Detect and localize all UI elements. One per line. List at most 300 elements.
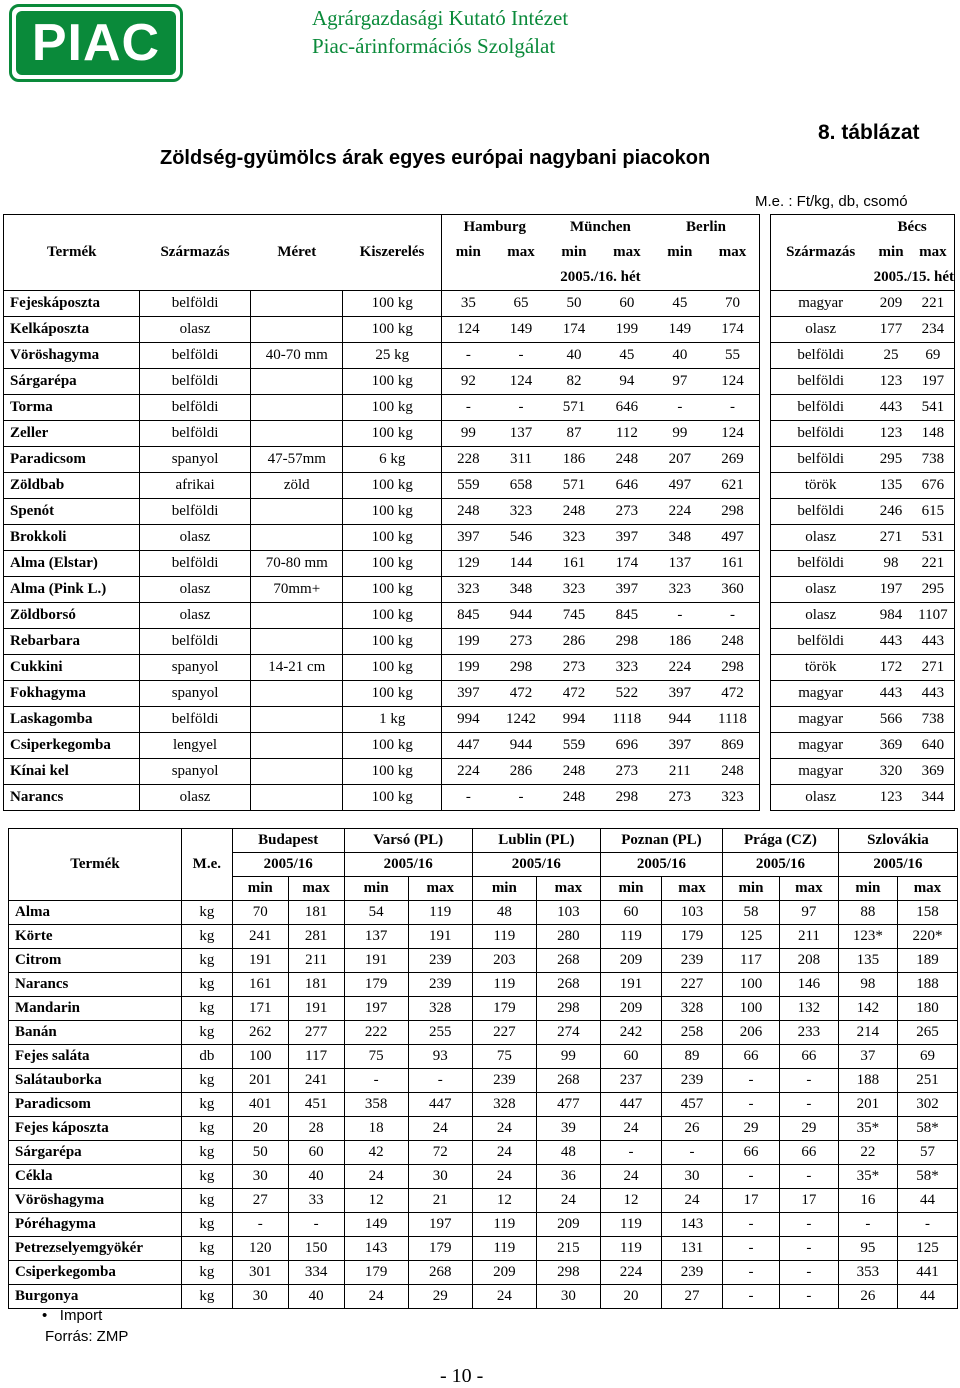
munchen-max: 522 bbox=[600, 681, 653, 707]
gap bbox=[759, 681, 770, 707]
hamburg-min: 92 bbox=[442, 369, 495, 395]
termek-header: Termék bbox=[9, 829, 182, 901]
price-cell: 125 bbox=[897, 1237, 957, 1261]
hamburg-min: 397 bbox=[442, 525, 495, 551]
becs-min: 25 bbox=[870, 343, 912, 369]
price-cell: 66 bbox=[722, 1045, 779, 1069]
price-cell: 189 bbox=[897, 949, 957, 973]
munchen-max: 273 bbox=[600, 759, 653, 785]
product-name: Fejes káposzta bbox=[9, 1117, 182, 1141]
berlin-min: 397 bbox=[653, 733, 706, 759]
product-name: Fejes saláta bbox=[9, 1045, 182, 1069]
munchen-max: 696 bbox=[600, 733, 653, 759]
price-cell: 179 bbox=[408, 1237, 472, 1261]
gap bbox=[759, 317, 770, 343]
becs-origin: magyar bbox=[771, 707, 871, 733]
price-cell: 29 bbox=[722, 1117, 779, 1141]
size: 70mm+ bbox=[251, 577, 343, 603]
munchen-min: 745 bbox=[547, 603, 600, 629]
berlin-min: - bbox=[653, 603, 706, 629]
hamburg-max: - bbox=[495, 343, 548, 369]
product-name: Sárgarépa bbox=[9, 1141, 182, 1165]
origin: olasz bbox=[140, 603, 251, 629]
price-cell: 262 bbox=[232, 1021, 288, 1045]
berlin-min: 323 bbox=[653, 577, 706, 603]
page-title: Zöldség-gyümölcs árak egyes európai nagybani piacokon bbox=[160, 147, 711, 169]
origin: belföldi bbox=[140, 421, 251, 447]
price-cell: 123* bbox=[838, 925, 897, 949]
hamburg-min: 35 bbox=[442, 291, 495, 317]
becs-max: 676 bbox=[912, 473, 955, 499]
price-cell: 180 bbox=[897, 997, 957, 1021]
week-label: 2005/16 bbox=[472, 853, 600, 877]
price-cell: 48 bbox=[472, 901, 536, 925]
price-cell: - bbox=[779, 1213, 838, 1237]
munchen-max: 845 bbox=[600, 603, 653, 629]
price-cell: 12 bbox=[600, 1189, 661, 1213]
price-cell: 24 bbox=[472, 1285, 536, 1309]
price-cell: 301 bbox=[232, 1261, 288, 1285]
size bbox=[251, 733, 343, 759]
price-cell: 191 bbox=[232, 949, 288, 973]
becs-max: 738 bbox=[912, 447, 955, 473]
packaging: 1 kg bbox=[343, 707, 442, 733]
size bbox=[251, 785, 343, 811]
origin: spanyol bbox=[140, 759, 251, 785]
price-cell: 251 bbox=[897, 1069, 957, 1093]
price-cell: 239 bbox=[408, 949, 472, 973]
price-cell: - bbox=[722, 1285, 779, 1309]
size bbox=[251, 317, 343, 343]
product-name: Narancs bbox=[9, 973, 182, 997]
product-name: Torma bbox=[4, 395, 140, 421]
origin: belföldi bbox=[140, 499, 251, 525]
packaging: 6 kg bbox=[343, 447, 442, 473]
price-cell: 42 bbox=[344, 1141, 408, 1165]
berlin-min: 348 bbox=[653, 525, 706, 551]
becs-min: 135 bbox=[870, 473, 912, 499]
price-cell: 171 bbox=[232, 997, 288, 1021]
berlin-min: 45 bbox=[653, 291, 706, 317]
price-cell: 132 bbox=[779, 997, 838, 1021]
price-cell: 29 bbox=[408, 1285, 472, 1309]
unit-cell: kg bbox=[181, 949, 232, 973]
min-header: min bbox=[838, 877, 897, 901]
munchen-min: 323 bbox=[547, 525, 600, 551]
becs-min: 177 bbox=[870, 317, 912, 343]
munchen-min: 248 bbox=[547, 785, 600, 811]
gap bbox=[759, 447, 770, 473]
price-cell: 100 bbox=[232, 1045, 288, 1069]
product-name: Narancs bbox=[4, 785, 140, 811]
price-cell: 24 bbox=[600, 1117, 661, 1141]
price-cell: 197 bbox=[344, 997, 408, 1021]
becs-origin: török bbox=[771, 473, 871, 499]
price-cell: 143 bbox=[661, 1213, 722, 1237]
price-cell: 206 bbox=[722, 1021, 779, 1045]
becs-origin: magyar bbox=[771, 291, 871, 317]
price-cell: 334 bbox=[288, 1261, 344, 1285]
gap bbox=[759, 577, 770, 603]
becs-max: 531 bbox=[912, 525, 955, 551]
price-cell: 88 bbox=[838, 901, 897, 925]
price-cell: 239 bbox=[661, 1069, 722, 1093]
berlin-max: 298 bbox=[706, 655, 759, 681]
product-name: Vöröshagyma bbox=[4, 343, 140, 369]
price-cell: 233 bbox=[779, 1021, 838, 1045]
munchen-min: 82 bbox=[547, 369, 600, 395]
price-cell: 268 bbox=[536, 1069, 600, 1093]
price-cell: 24 bbox=[472, 1141, 536, 1165]
week-label: 2005/16 bbox=[232, 853, 344, 877]
packaging: 100 kg bbox=[343, 369, 442, 395]
price-cell: 97 bbox=[779, 901, 838, 925]
price-cell: 209 bbox=[600, 949, 661, 973]
hamburg-min: 129 bbox=[442, 551, 495, 577]
price-cell: 60 bbox=[600, 901, 661, 925]
table-row bbox=[4, 369, 955, 395]
price-cell: 214 bbox=[838, 1021, 897, 1045]
size bbox=[251, 291, 343, 317]
price-cell: 24 bbox=[472, 1117, 536, 1141]
price-cell: - bbox=[722, 1261, 779, 1285]
price-cell: 21 bbox=[408, 1189, 472, 1213]
szarmazas2-header: Származás bbox=[771, 240, 871, 265]
price-cell: 33 bbox=[288, 1189, 344, 1213]
becs-min: 320 bbox=[870, 759, 912, 785]
becs-min: 172 bbox=[870, 655, 912, 681]
week-label: 2005/16 bbox=[600, 853, 722, 877]
price-cell: 161 bbox=[232, 973, 288, 997]
origin: belföldi bbox=[140, 551, 251, 577]
week-label: 2005/16 bbox=[838, 853, 957, 877]
product-name: Vöröshagyma bbox=[9, 1189, 182, 1213]
price-cell: 60 bbox=[288, 1141, 344, 1165]
becs-origin: olasz bbox=[771, 317, 871, 343]
munchen-min: 323 bbox=[547, 577, 600, 603]
max-header: max bbox=[613, 244, 641, 260]
packaging: 100 kg bbox=[343, 499, 442, 525]
max-header: max bbox=[706, 240, 759, 265]
max-header: max bbox=[507, 244, 535, 260]
product-name: Póréhagyma bbox=[9, 1213, 182, 1237]
price-cell: 70 bbox=[232, 901, 288, 925]
hamburg-max: 546 bbox=[495, 525, 548, 551]
gap bbox=[759, 421, 770, 447]
product-name: Alma (Elstar) bbox=[4, 551, 140, 577]
price-cell: 89 bbox=[661, 1045, 722, 1069]
min-header: min bbox=[561, 244, 587, 260]
becs-max: 221 bbox=[912, 291, 955, 317]
hamburg-min: 397 bbox=[442, 681, 495, 707]
price-cell: - bbox=[779, 1165, 838, 1189]
munchen-max: 112 bbox=[600, 421, 653, 447]
berlin-max: 248 bbox=[706, 759, 759, 785]
institute-name: Agrárgazdasági Kutató Intézet bbox=[312, 6, 569, 30]
price-cell: 328 bbox=[661, 997, 722, 1021]
becs-origin: belföldi bbox=[771, 395, 871, 421]
price-cell: 201 bbox=[232, 1069, 288, 1093]
price-cell: 20 bbox=[600, 1285, 661, 1309]
becs-origin: belföldi bbox=[771, 369, 871, 395]
piac-logo bbox=[9, 4, 183, 82]
berlin-min: - bbox=[653, 395, 706, 421]
price-cell: 103 bbox=[661, 901, 722, 925]
price-cell: 98 bbox=[838, 973, 897, 997]
price-cell: 54 bbox=[344, 901, 408, 925]
unit-label: M.e. : Ft/kg, db, csomó bbox=[755, 193, 908, 210]
becs-max: 197 bbox=[912, 369, 955, 395]
price-cell: 29 bbox=[779, 1117, 838, 1141]
table-row bbox=[4, 291, 955, 317]
price-cell: 58* bbox=[897, 1165, 957, 1189]
min-header: min bbox=[667, 244, 693, 260]
product-name: Csiperkegomba bbox=[9, 1261, 182, 1285]
price-cell: - bbox=[722, 1069, 779, 1093]
size: 40-70 mm bbox=[251, 343, 343, 369]
price-cell: 302 bbox=[897, 1093, 957, 1117]
price-cell: 35* bbox=[838, 1117, 897, 1141]
price-cell: 137 bbox=[344, 925, 408, 949]
price-cell: 191 bbox=[344, 949, 408, 973]
price-cell: 24 bbox=[661, 1189, 722, 1213]
table-row bbox=[9, 1165, 958, 1189]
min-header: min bbox=[722, 877, 779, 901]
price-cell: 60 bbox=[600, 1045, 661, 1069]
price-cell: 66 bbox=[779, 1141, 838, 1165]
market-header: Budapest bbox=[232, 829, 344, 853]
hamburg-max: - bbox=[495, 395, 548, 421]
becs-min: 197 bbox=[870, 577, 912, 603]
price-cell: 268 bbox=[408, 1261, 472, 1285]
product-name: Banán bbox=[9, 1021, 182, 1045]
price-cell: - bbox=[288, 1213, 344, 1237]
price-cell: 265 bbox=[897, 1021, 957, 1045]
berlin-max: 161 bbox=[706, 551, 759, 577]
min-header: min bbox=[344, 877, 408, 901]
munchen-max: 273 bbox=[600, 499, 653, 525]
munchen-min: 174 bbox=[547, 317, 600, 343]
price-cell: 281 bbox=[288, 925, 344, 949]
unit-cell: kg bbox=[181, 1021, 232, 1045]
gap bbox=[759, 655, 770, 681]
price-cell: 24 bbox=[408, 1117, 472, 1141]
product-name: Alma (Pink L.) bbox=[4, 577, 140, 603]
unit-cell: kg bbox=[181, 1069, 232, 1093]
berlin-max: 323 bbox=[706, 785, 759, 811]
price-cell: 58* bbox=[897, 1117, 957, 1141]
origin: olasz bbox=[140, 577, 251, 603]
becs-min: 566 bbox=[870, 707, 912, 733]
hamburg-min: 845 bbox=[442, 603, 495, 629]
becs-max: 1107 bbox=[912, 603, 955, 629]
berlin-min: 149 bbox=[653, 317, 706, 343]
price-cell: 66 bbox=[722, 1141, 779, 1165]
packaging: 100 kg bbox=[343, 655, 442, 681]
price-cell: - bbox=[722, 1165, 779, 1189]
cee-markets-table bbox=[8, 828, 958, 1309]
product-name: Alma bbox=[9, 901, 182, 925]
price-cell: 353 bbox=[838, 1261, 897, 1285]
berlin-min: 497 bbox=[653, 473, 706, 499]
table-row bbox=[9, 1069, 958, 1093]
hamburg-max: 124 bbox=[495, 369, 548, 395]
price-cell: 119 bbox=[472, 973, 536, 997]
gap bbox=[759, 759, 770, 785]
bullet-icon: • bbox=[42, 1307, 48, 1324]
hamburg-min: 124 bbox=[442, 317, 495, 343]
origin: belföldi bbox=[140, 707, 251, 733]
price-cell: 24 bbox=[536, 1189, 600, 1213]
product-name: Sárgarépa bbox=[4, 369, 140, 395]
table-row bbox=[4, 525, 955, 551]
hamburg-max: 311 bbox=[495, 447, 548, 473]
packaging: 100 kg bbox=[343, 577, 442, 603]
becs-min: 443 bbox=[870, 629, 912, 655]
price-cell: 203 bbox=[472, 949, 536, 973]
origin: belföldi bbox=[140, 291, 251, 317]
berlin-max: 869 bbox=[706, 733, 759, 759]
unit-cell: kg bbox=[181, 973, 232, 997]
table-row bbox=[4, 785, 955, 811]
hamburg-min: 224 bbox=[442, 759, 495, 785]
price-cell: 58 bbox=[722, 901, 779, 925]
becs-min: 443 bbox=[870, 681, 912, 707]
import-note: Import bbox=[59, 1307, 103, 1324]
price-cell: 188 bbox=[897, 973, 957, 997]
size: 47-57mm bbox=[251, 447, 343, 473]
berlin-max: 472 bbox=[706, 681, 759, 707]
gap bbox=[759, 525, 770, 551]
price-cell: - bbox=[838, 1213, 897, 1237]
gap bbox=[759, 733, 770, 759]
price-cell: - bbox=[722, 1213, 779, 1237]
munchen-max: 298 bbox=[600, 785, 653, 811]
becs-min: 209 bbox=[870, 291, 912, 317]
price-cell: 119 bbox=[472, 1213, 536, 1237]
size bbox=[251, 499, 343, 525]
munchen-min: 50 bbox=[547, 291, 600, 317]
price-cell: - bbox=[600, 1141, 661, 1165]
table-row bbox=[4, 681, 955, 707]
price-cell: 28 bbox=[288, 1117, 344, 1141]
munchen-max: 323 bbox=[600, 655, 653, 681]
price-cell: - bbox=[779, 1285, 838, 1309]
price-cell: 298 bbox=[536, 997, 600, 1021]
hamburg-min: - bbox=[442, 785, 495, 811]
price-cell: 22 bbox=[838, 1141, 897, 1165]
munchen-min: 40 bbox=[547, 343, 600, 369]
price-cell: 208 bbox=[779, 949, 838, 973]
price-cell: 239 bbox=[408, 973, 472, 997]
packaging: 100 kg bbox=[343, 551, 442, 577]
week-label: 2005./16. hét bbox=[442, 265, 760, 291]
price-cell: 119 bbox=[600, 925, 661, 949]
gap bbox=[759, 629, 770, 655]
price-cell: 255 bbox=[408, 1021, 472, 1045]
table-row bbox=[9, 1045, 958, 1069]
gap bbox=[759, 473, 770, 499]
price-cell: 142 bbox=[838, 997, 897, 1021]
product-name: Brokkoli bbox=[4, 525, 140, 551]
becs-origin: olasz bbox=[771, 577, 871, 603]
table-row bbox=[9, 1021, 958, 1045]
price-cell: 119 bbox=[600, 1237, 661, 1261]
table-row bbox=[9, 1213, 958, 1237]
size bbox=[251, 707, 343, 733]
product-name: Cukkini bbox=[4, 655, 140, 681]
hamburg-max: - bbox=[495, 785, 548, 811]
week-label: 2005/16 bbox=[722, 853, 838, 877]
price-cell: - bbox=[722, 1237, 779, 1261]
price-cell: 227 bbox=[661, 973, 722, 997]
market-header: Lublin (PL) bbox=[472, 829, 600, 853]
price-cell: 39 bbox=[536, 1117, 600, 1141]
price-cell: 149 bbox=[344, 1213, 408, 1237]
hamburg-max: 65 bbox=[495, 291, 548, 317]
price-cell: 119 bbox=[600, 1213, 661, 1237]
munchen-max: 298 bbox=[600, 629, 653, 655]
price-cell: 131 bbox=[661, 1237, 722, 1261]
packaging: 100 kg bbox=[343, 681, 442, 707]
price-cell: 117 bbox=[288, 1045, 344, 1069]
product-name: Cékla bbox=[9, 1165, 182, 1189]
table-row bbox=[9, 1141, 958, 1165]
price-cell: 99 bbox=[536, 1045, 600, 1069]
price-cell: 222 bbox=[344, 1021, 408, 1045]
munchen-min: 161 bbox=[547, 551, 600, 577]
footer bbox=[42, 1305, 128, 1347]
size bbox=[251, 525, 343, 551]
product-name: Paradicsom bbox=[4, 447, 140, 473]
price-cell: 457 bbox=[661, 1093, 722, 1117]
price-cell: 117 bbox=[722, 949, 779, 973]
price-cell: 30 bbox=[408, 1165, 472, 1189]
unit-cell: kg bbox=[181, 1213, 232, 1237]
price-cell: 280 bbox=[536, 925, 600, 949]
becs-min: 123 bbox=[870, 369, 912, 395]
price-cell: 20 bbox=[232, 1117, 288, 1141]
hamburg-max: 944 bbox=[495, 603, 548, 629]
packaging: 100 kg bbox=[343, 291, 442, 317]
gap bbox=[759, 369, 770, 395]
hamburg-max: 149 bbox=[495, 317, 548, 343]
origin: olasz bbox=[140, 525, 251, 551]
hamburg-max: 1242 bbox=[495, 707, 548, 733]
berlin-max: 174 bbox=[706, 317, 759, 343]
price-cell: 12 bbox=[344, 1189, 408, 1213]
hamburg-min: 447 bbox=[442, 733, 495, 759]
price-cell: 27 bbox=[232, 1189, 288, 1213]
berlin-max: - bbox=[706, 603, 759, 629]
munchen-min: 273 bbox=[547, 655, 600, 681]
hamburg-min: 323 bbox=[442, 577, 495, 603]
table-row bbox=[4, 395, 955, 421]
szarmazas-header: Származás bbox=[160, 244, 230, 260]
price-cell: 201 bbox=[838, 1093, 897, 1117]
product-name: Csiperkegomba bbox=[4, 733, 140, 759]
table-row bbox=[4, 759, 955, 785]
table-row bbox=[9, 1093, 958, 1117]
price-cell: 441 bbox=[897, 1261, 957, 1285]
price-cell: 18 bbox=[344, 1117, 408, 1141]
origin: afrikai bbox=[140, 473, 251, 499]
hamburg-max: 658 bbox=[495, 473, 548, 499]
origin: olasz bbox=[140, 785, 251, 811]
table-number: 8. táblázat bbox=[818, 121, 920, 144]
max-header: max bbox=[897, 877, 957, 901]
packaging: 100 kg bbox=[343, 421, 442, 447]
